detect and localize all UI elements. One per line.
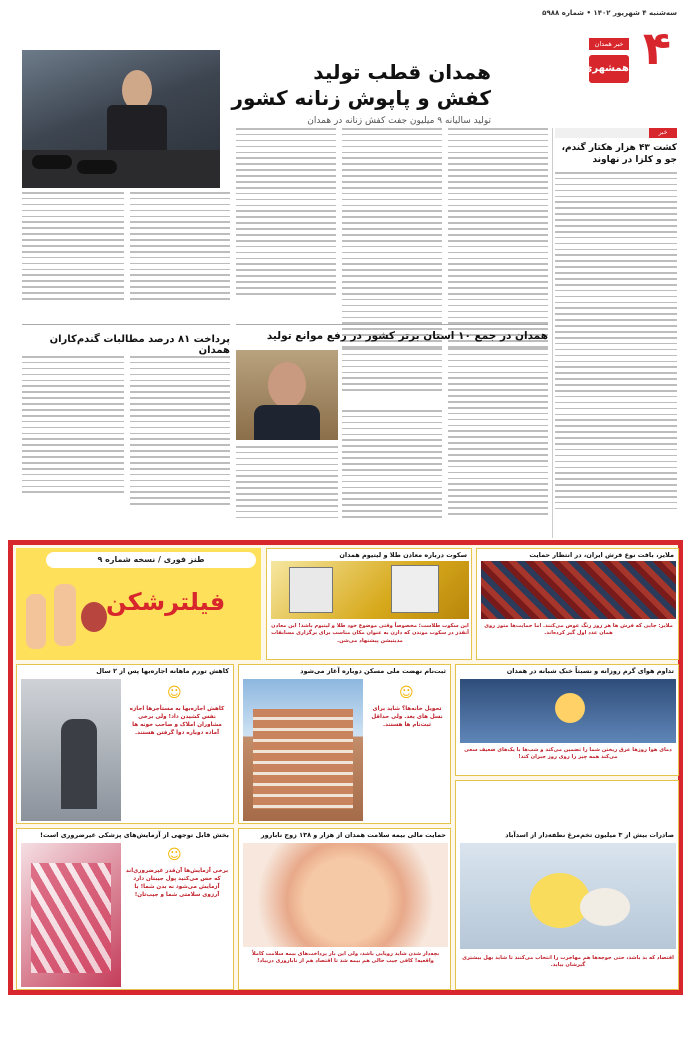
- box-medical-title: بخش قابل توجهی از آزمایش‌های پزشکی غیرضروری است!: [40, 831, 229, 839]
- box-eggs: [455, 780, 679, 990]
- hands-photo: [243, 843, 448, 947]
- box-eggs-caption: اقتصاد که بد باشد، حتی جوجه‌ها هم مهاجرت را انتخاب می‌کنند تا شاید بهل بیشتری گیرشان بیاید.: [462, 955, 674, 969]
- wheat-story-headline: پرداخت ۸۱ درصد مطالبات گندم‌کاران همدان: [49, 334, 230, 356]
- cartoon-illustration: [26, 584, 96, 654]
- official-portrait: [236, 350, 338, 440]
- li-element-tile: [289, 567, 333, 613]
- logo-text: همشهری: [583, 63, 629, 74]
- top-story-kicker: همدان قطب تولید: [313, 60, 491, 84]
- weather-photo: [460, 679, 676, 743]
- side-badge-bar: [555, 128, 677, 138]
- satire-panel: [16, 548, 261, 660]
- top-story-subhead: تولید سالیانه ۹ میلیون جفت کفش زنانه در همدان: [307, 116, 491, 126]
- shoe-factory-photo: [22, 50, 220, 188]
- box-carpet: [476, 548, 679, 660]
- issue-line: سه‌شنبه ۴ شهریور ۱۴۰۲ • شماره ۵۹۸۸: [542, 9, 677, 17]
- smiley-icon: ☺: [167, 847, 182, 863]
- top-story-body-col4: [130, 192, 230, 318]
- box-insurance-caption: بچه‌دار شدن شاید رویایی باشد، ولی این بار پرداخت‌های بیمه سلامت کاملاً واقعیه! کافی جیب خالی هم بیمه شد تا اقتصاد هم از ناباروری دربیاد!: [251, 951, 440, 965]
- box-eggs-title: صادرات بیش از ۳ میلیون تخم‌مرغ نطفه‌دار از اسدآباد: [505, 831, 674, 839]
- au-element-tile: [391, 565, 439, 613]
- industry-story-body-col2b: [342, 410, 442, 538]
- rent-photo: [21, 679, 121, 821]
- box-gold: [266, 548, 472, 660]
- side-badge: خبر: [649, 128, 677, 138]
- box-rent-caption: کاهش اجاره‌بها به مستأجرها اجازه نفس کشیدن داد! ولی برخی مشاوران املاک و صاحب خونه ها آماده دوباره دوا گرفتن هستند.: [129, 706, 225, 736]
- test-tubes-photo: [21, 843, 121, 987]
- industry-story-body-col1: [448, 348, 548, 538]
- box-medical: [16, 828, 234, 990]
- box-housing-title: ثبت‌نام نهضت ملی مسکن دوباره آغاز می‌شود: [300, 667, 446, 675]
- box-housing-caption: تحویل خانه‌ها؟ شاید برای نسل های بعد. ولی حداقل ثبت‌نام ها هستند.: [371, 706, 443, 728]
- smiley-icon: ☺: [167, 685, 182, 701]
- page-number: ۴: [642, 21, 671, 75]
- box-weather-title: تداوم هوای گرم روزانه و نسبتاً خنک شبانه در همدان: [506, 667, 674, 675]
- industry-story-body-col2: [342, 348, 442, 402]
- satire-title: طنز فوری / نسخه شماره ۹: [46, 552, 256, 568]
- top-story-body-col3: [236, 128, 336, 318]
- side-story-headline: کشت ۴۳ هزار هکتار گندم، جو و کلزا در نهاوند: [561, 143, 677, 165]
- housing-photo: [243, 679, 363, 821]
- box-weather: [455, 664, 679, 776]
- wheat-story-body-col1: [130, 356, 230, 538]
- footer-bar: [0, 1000, 691, 1037]
- box-weather-caption: دمای هوا روزها عرق ریختن شما را تضمین می‌کند و شب‌ها با یک‌های ضعیف سعی می‌کند همه چیز را روی روز جبران کند!: [464, 747, 672, 761]
- box-insurance-title: حمایت مالی بیمه سلامت همدان از هزار و ۱۳۸ زوج نابارور: [260, 831, 446, 839]
- box-housing: [238, 664, 451, 824]
- carpet-photo: [481, 561, 676, 619]
- box-gold-title: سکوت درباره معادن طلا و لیتیوم همدان: [339, 551, 467, 559]
- logo: [583, 55, 629, 83]
- gold-photo: [271, 561, 469, 619]
- box-medical-caption: برخی آزمایش‌ها آن‌قدر غیرضروری‌اند که حس می‌کنید پول جیبتان دارد آزمایش می‌شود نه بدن شما! با آرزوی سلامتی شما و جیب‌تان!: [125, 868, 229, 898]
- smiley-icon: ☺: [399, 685, 414, 701]
- box-carpet-caption: ملایر: جایی که فرش ها هر روز رنگ عوض می‌کنند. اما حمایت‌ها متوز روی همان عدد اول گیر کرده‌اند.: [484, 623, 673, 637]
- top-story-headline: کفش و پاپوش زنانه کشور: [231, 86, 491, 110]
- wheat-story-body-col2: [22, 356, 124, 538]
- box-insurance: [238, 828, 451, 990]
- box-gold-caption: این سکوت طلاست؛ مخصوصاً وقتی موضوع خود طلا و لیتیوم باشد! این معادن آنقدر در سکوت موندن که دارن به عنوان مکان مناسب برای برگزاری مسابقات مدیتیشن پیشنهاد می‌شن.: [271, 623, 469, 644]
- chick-photo: [460, 843, 676, 949]
- section-label: خبر همدان: [589, 38, 629, 50]
- industry-story-body-col3: [236, 446, 338, 538]
- top-story-body-col5: [22, 192, 124, 318]
- satire-banner: فیلترشکن: [106, 588, 226, 616]
- industry-story-headline: همدان در جمع ۱۰ استان برتر کشور در رفع موانع تولید: [266, 330, 548, 342]
- box-rent-title: کاهش تورم ماهانه اجاره‌بها پس از ۲ سال: [96, 667, 229, 675]
- box-carpet-title: ملایر، بافت نوع فرش ایران، در انتظار حمایت: [529, 551, 674, 559]
- box-rent: [16, 664, 234, 824]
- side-story-body: [555, 172, 677, 537]
